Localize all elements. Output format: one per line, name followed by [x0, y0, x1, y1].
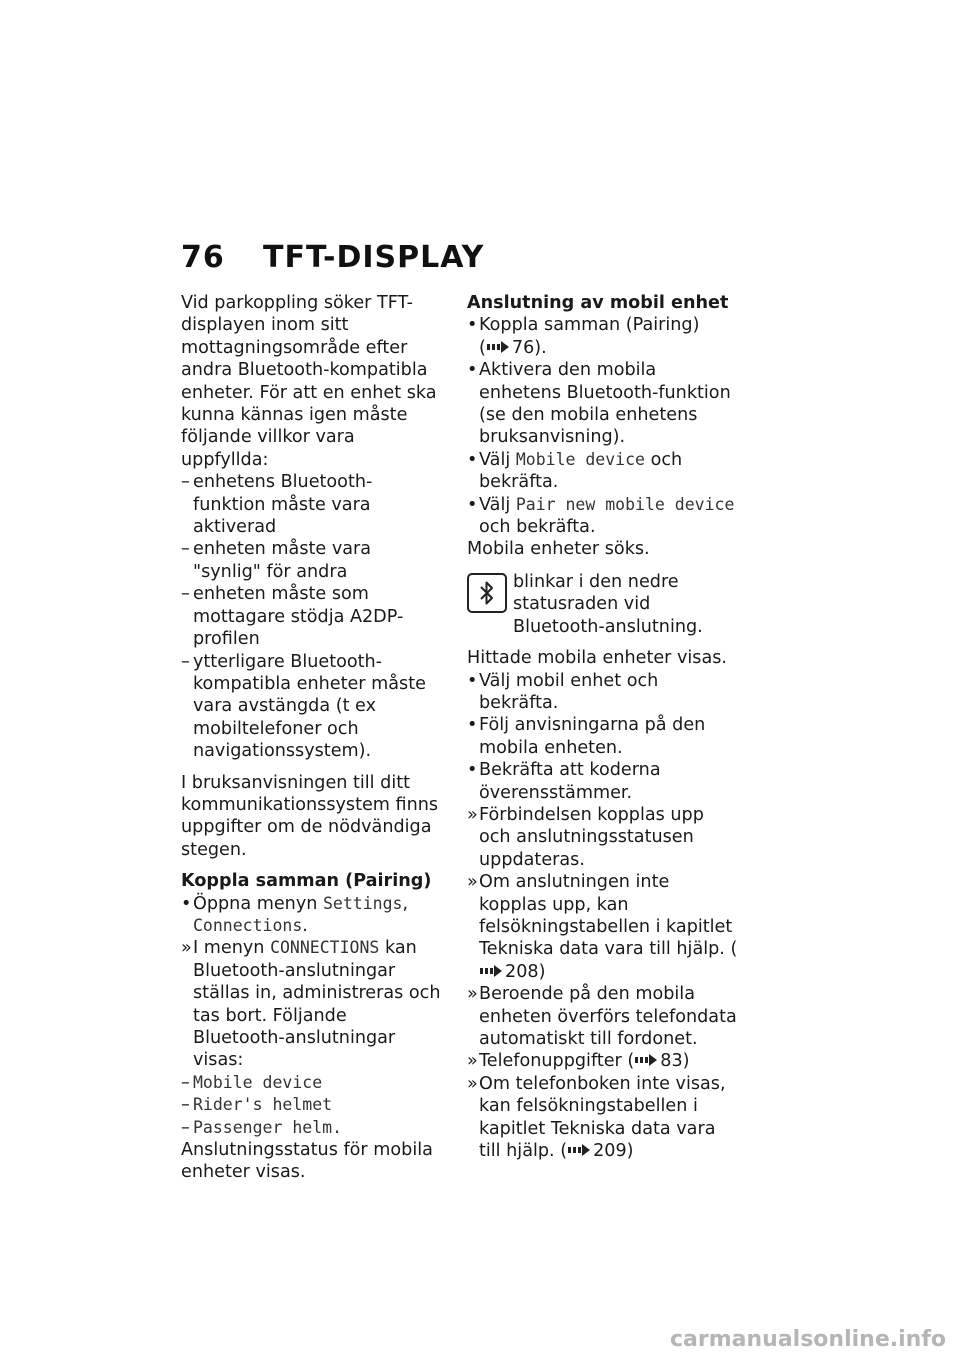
bluetooth-text: blinkar i den nedre statusraden vid Bluetooth-anslutning.	[513, 571, 703, 637]
left-column	[181, 292, 441, 1184]
page-number: 76	[181, 240, 225, 275]
connections-list	[181, 1072, 441, 1139]
page-title: TFT-DISPLAY	[263, 240, 485, 275]
watermark: carmanualsonline.info	[670, 1327, 946, 1352]
reference-arrow-icon	[486, 340, 510, 354]
status-text: Anslutningsstatus för mobila enheter visas.	[181, 1140, 433, 1183]
list-item: – Passenger helm.	[181, 1117, 343, 1138]
phone-fees: » Telefonuppgifter ( 83)	[467, 1051, 690, 1072]
manual-note: I bruksanvisningen till ditt kommunikationssystem finns uppgifter om de nödvändiga stegen.	[181, 772, 439, 860]
result-fail: » Om anslutningen inte kopplas upp, kan felsökningstabellen i kapitlet Tekniska data vara till hjälp. (208)	[467, 872, 738, 982]
menu-settings: Settings	[322, 893, 403, 913]
right-column	[467, 292, 739, 1162]
menu-connections-caps: CONNECTIONS	[270, 938, 380, 958]
select-pair-new-step: • Välj Pair new mobile device och bekräfta.	[467, 494, 735, 538]
page-header	[181, 240, 484, 275]
mobile-connection-heading: Anslutning av mobil enhet	[467, 293, 729, 313]
result-phonebook: » Om telefonboken inte visas, kan felsökningstabellen i kapitlet Tekniska data vara till hjälp. ( 209)	[467, 1073, 726, 1162]
reference-arrow-icon	[634, 1053, 658, 1067]
reference-arrow-icon	[567, 1143, 591, 1157]
reference-arrow-icon	[479, 964, 503, 978]
intro-paragraph: Vid parkoppling söker TFT-displayen inom sitt mottagningsområde efter andra Bluetooth-kompatibla enheter. För att en enhet ska kunna kännas igen måste följande villkor vara uppfyllda:	[181, 293, 437, 470]
select-mobile-device-step: • Välj Mobile device och bekräfta.	[467, 449, 683, 493]
pairing-heading: Koppla samman (Pairing)	[181, 871, 432, 892]
activate-step: • Aktivera den mobila enhetens Bluetooth-funktion (se den mobila enhetens bruksanvisning).	[467, 360, 731, 448]
list-item: – enhetens Bluetooth-funktion måste vara aktiverad	[181, 472, 373, 538]
searching-text: Mobila enheter söks.	[467, 539, 650, 560]
confirm-codes-step: • Bekräfta att koderna överensstämmer.	[467, 760, 661, 803]
choose-step: • Välj mobil enhet och bekräfta.	[467, 670, 659, 713]
found-text: Hittade mobila enheter visas.	[467, 648, 728, 669]
list-item: – enheten måste som mottagare stödja A2DP-profilen	[181, 584, 404, 650]
list-item: – enheten måste vara "synlig" för andra	[181, 539, 372, 582]
pair-step: • Koppla samman (Pairing) ( 76).	[467, 315, 700, 358]
list-item: – Rider's helmet	[181, 1095, 333, 1116]
open-menu-step: • Öppna menyn Settings, Connections.	[181, 893, 409, 936]
result-connected: » Förbindelsen kopplas upp och anslutningsstatusen uppdateras.	[467, 804, 704, 870]
follow-step: • Följ anvisningarna på den mobila enheten.	[467, 715, 706, 758]
list-item: – ytterligare Bluetooth-kompatibla enheter måste vara avstängda (t ex mobiltelefoner och navigationssystem).	[181, 651, 426, 762]
list-item: – Mobile device	[181, 1072, 323, 1093]
bluetooth-note	[467, 571, 739, 638]
menu-connections: Connections	[193, 915, 303, 935]
conditions-list	[181, 471, 441, 762]
bluetooth-icon	[467, 573, 507, 613]
connections-menu-result: » I menyn CONNECTIONS kan Bluetooth-anslutningar ställas in, administreras och tas bort. Följande Bluetooth-anslutningar visas:	[181, 938, 441, 1071]
result-transfer: » Beroende på den mobila enheten överförs telefondata automatiskt till fordonet.	[467, 984, 737, 1049]
